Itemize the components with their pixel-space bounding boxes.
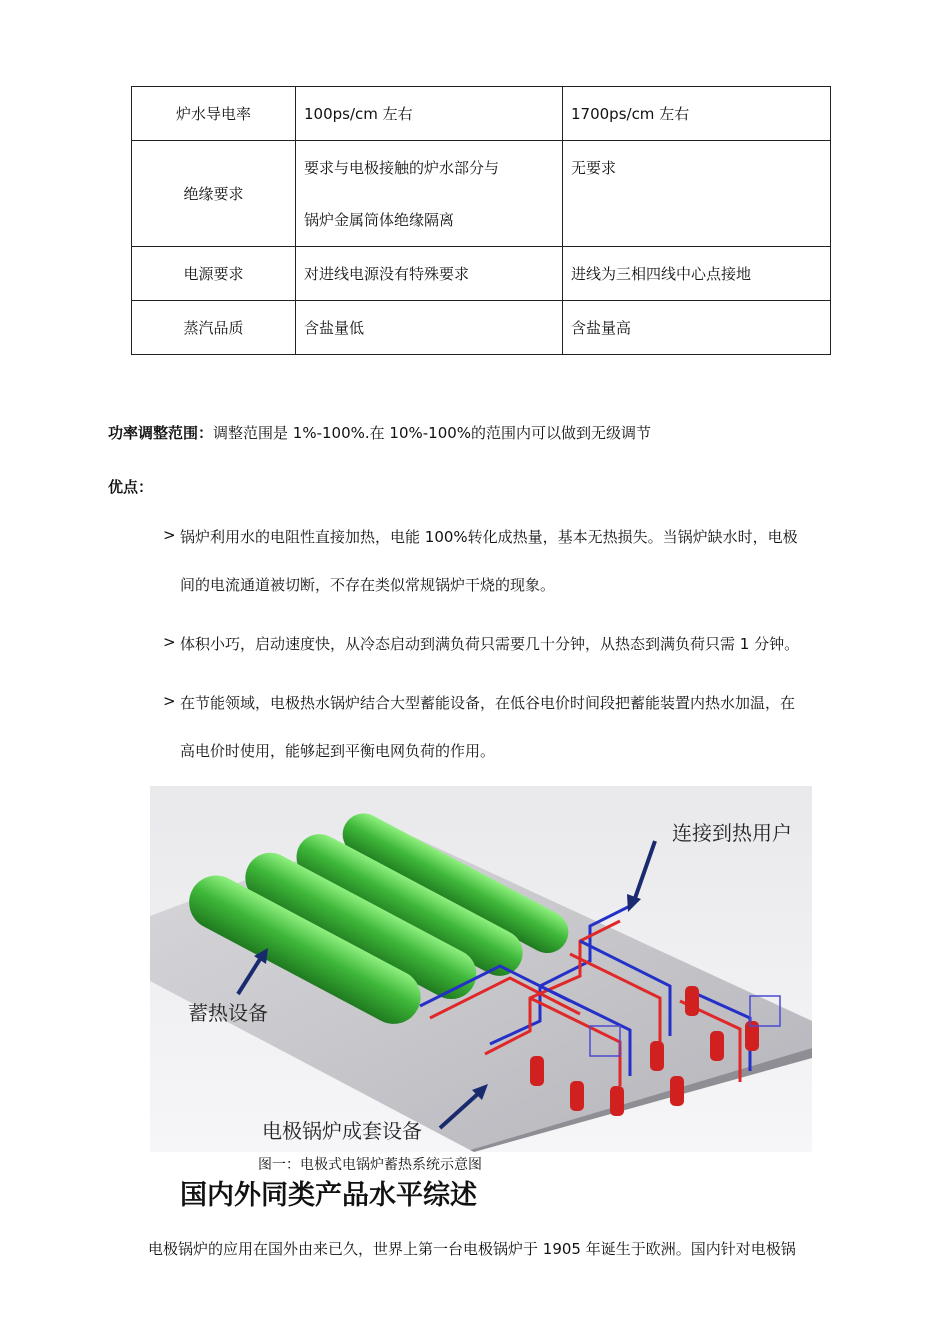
bullet-marker: >: [163, 526, 176, 544]
bullet-marker: >: [163, 633, 176, 651]
cell-value: 含盐量高: [563, 301, 831, 355]
table-row: [132, 247, 831, 301]
figure-caption: 图一：电极式电锅炉蓄热系统示意图: [258, 1157, 482, 1173]
power-range-label: 功率调整范围：: [108, 424, 214, 442]
row-label: 绝缘要求: [132, 141, 296, 247]
table-row: [132, 301, 831, 355]
row-label: 电源要求: [132, 247, 296, 301]
section-heading: 国内外同类产品水平综述: [180, 1180, 477, 1211]
advantage-line: 锅炉利用水的电阻性直接加热，电能 100%转化成热量，基本无热损失。当锅炉缺水时，电极: [180, 528, 798, 546]
label-storage: 蓄热设备: [188, 1001, 268, 1025]
comparison-table: [131, 86, 831, 355]
power-range-text: 调整范围是 1%-100%.在 10%-100%的范围内可以做到无级调节: [213, 424, 652, 442]
label-boiler: 电极锅炉成套设备: [262, 1119, 422, 1143]
row-label: 炉水导电率: [132, 87, 296, 141]
cell-value: 1700ps/cm 左右: [563, 87, 831, 141]
row-label: 蒸汽品质: [132, 301, 296, 355]
cell-value: [296, 141, 563, 247]
power-range-paragraph: [108, 422, 651, 444]
cell-line: 锅炉金属筒体绝缘隔离: [304, 211, 455, 229]
cell-line: 要求与电极接触的炉水部分与: [304, 159, 500, 177]
system-diagram: [150, 786, 812, 1152]
advantage-line: 在节能领域，电极热水锅炉结合大型蓄能设备，在低谷电价时间段把蓄能装置内热水加温，在: [180, 694, 796, 712]
advantage-line: 间的电流通道被切断，不存在类似常规锅炉干烧的现象。: [180, 576, 556, 594]
cell-value: 进线为三相四线中心点接地: [563, 247, 831, 301]
advantage-line: 高电价时使用，能够起到平衡电网负荷的作用。: [180, 742, 496, 760]
cell-value: 含盐量低: [296, 301, 563, 355]
cell-value: 100ps/cm 左右: [296, 87, 563, 141]
advantage-line: 体积小巧，启动速度快，从冷态启动到满负荷只需要几十分钟，从热态到满负荷只需 1 分钟。: [180, 635, 800, 653]
system-diagram-image: [150, 786, 812, 1152]
advantages-label: 优点：: [108, 478, 154, 496]
table-row: [132, 87, 831, 141]
label-user: 连接到热用户: [672, 821, 792, 845]
section-paragraph: 电极锅炉的应用在国外由来已久，世界上第一台电极锅炉于 1905 年诞生于欧洲。国内针对电极锅: [148, 1240, 796, 1258]
bullet-marker: >: [163, 692, 176, 710]
cell-value: 无要求: [563, 141, 831, 247]
cell-value: 对进线电源没有特殊要求: [296, 247, 563, 301]
table-row: [132, 141, 831, 247]
